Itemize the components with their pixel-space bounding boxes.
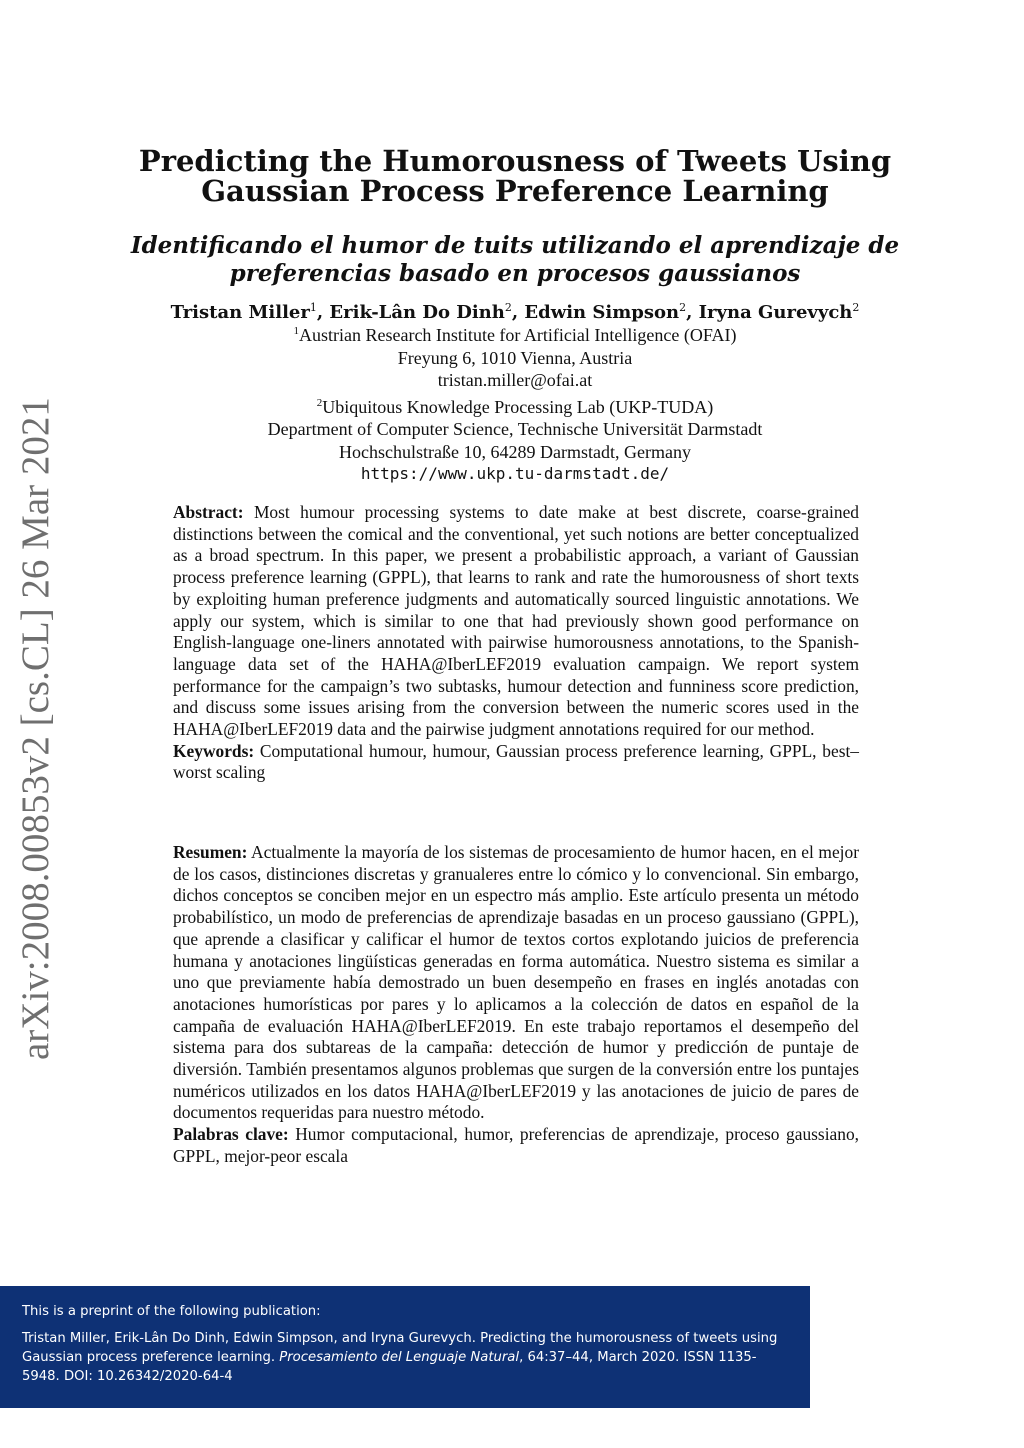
affiliation-1-address: Freyung 6, 1010 Vienna, Austria [397,347,633,368]
palabras-clave-text: Humor computacional, humor, preferencias de aprendizaje, proceso gaussiano, GPPL, mejor-peor escala [173,1124,859,1166]
affiliation-1: $^1$Austrian Research Institute for Artificial Intelligence (OFAI) [293,325,737,345]
author-4-sup: 2 [852,301,860,314]
author-3: Edwin Simpson [524,302,680,323]
affiliation-2: $^2$Ubiquitous Knowledge Processing Lab (UKP-TUDA) [316,396,714,417]
preprint-notice-lead: This is a preprint of the following publication: [22,1304,321,1319]
abstract-spanish [173,842,859,1168]
resumen-label: Resumen: [173,842,248,862]
keywords-label: Keywords: [173,740,255,761]
affiliation-2-url[interactable]: https://www.ukp.tu-darmstadt.de/ [360,464,670,483]
subtitle-line-1: Identificando el humor de tuits utilizando el aprendizaje de [130,232,900,259]
title-line-2: Gaussian Process Preference Learning [201,174,829,208]
author-4: Iryna Gurevych [698,302,853,323]
arxiv-side-stamp: arXiv:2008.00853v2 [cs.CL] 26 Mar 2021 [14,397,57,1060]
author-email[interactable]: tristan.miller@ofai.at [437,370,593,390]
citation-text: Tristan Miller, Erik-Lân Do Dinh, Edwin Simpson, and Iryna Gurevych. Predicting the humorousness of tweets using Gaussian process preference learning. [22,1331,778,1365]
author-2: Erik-Lân Do Dinh [329,302,505,323]
author-1: Tristan Miller [170,302,310,323]
citation-details: , 64:37–44, March 2020. ISSN 1135-5948. DOI: 10.26342/2020-64-4 [22,1350,757,1384]
subtitle-line-2: preferencias basado en procesos gaussianos [229,260,801,287]
affiliations [120,320,910,486]
author-1-sup: 1 [309,301,317,314]
author-2-sup: 2 [504,301,512,314]
abstract-english [173,502,859,784]
citation-journal: Procesamiento del Lenguaje Natural [279,1350,520,1365]
preprint-notice-box [0,1286,810,1408]
title-line-1: Predicting the Humorousness of Tweets Using [138,144,892,178]
palabras-clave-label: Palabras clave: [173,1124,289,1145]
abstract-label: Abstract: [173,502,244,522]
keywords-paragraph [173,741,859,784]
keywords-text: Computational humour, humour, Gaussian process preference learning, GPPL, best–worst scaling [173,740,859,783]
resumen-text: Actualmente la mayoría de los sistemas de procesamiento de humor hacen, en el mejor de los casos, distinciones discretas y granualeres entre lo cómico y lo convencional. Sin embargo, dichos conceptos se conciben mejor en un espectro más amplio. Este artículo presenta un método probabilístico, un modo de preferencias de aprendizaje basadas en un proceso gaussiano (GPPL), que aprende a clasificar y calificar el humor de textos cortos explotando juicios de preferencia humana y anotaciones lingüísticas generadas en forma automática. Nuestro sistema es similar a uno que previamente había demostrado un buen desempeño en frases en inglés anotadas con anotaciones humorísticas por pares y lo aplicamos a la colección de datos en español de la campaña de evaluación HAHA@IberLEF2019. En este trabajo reportamos el desempeño del sistema para dos subtareas de la campaña: detección de humor y predicción de puntaje de diversión. También presentamos algunos problemas que surgen de la conversión entre los puntajes numéricos utilizados en los datos HAHA@IberLEF2019 y las anotaciones de juicio de pares de documentos requeridas para nuestro método. [173,842,859,1123]
resumen-paragraph [173,842,859,1124]
affiliation-2-department: Department of Computer Science, Technische Universität Darmstadt [267,419,763,439]
preprint-citation [22,1329,786,1386]
author-3-sup: 2 [679,301,687,314]
palabras-clave-paragraph [173,1124,859,1167]
paper-title [130,146,900,206]
abstract-paragraph [173,502,859,741]
affiliation-2-address: Hochschulstraße 10, 64289 Darmstadt, Germany [339,441,691,462]
abstract-text: Most humour processing systems to date make at best discrete, coarse-grained distinctions between the comical and the conventional, yet such notions are better conceptualized as a broad spectrum. In this paper, we present a probabilistic approach, a variant of Gaussian process preference learning (GPPL), that learns to rank and rate the humorousness of short texts by exploiting human preference judgments and automatically sourced linguistic annotations. We apply our system, which is similar to one that had previously shown good performance on English-language one-liners annotated with pairwise humorousness annotations, to the Spanish-language data set of the HAHA@IberLEF2019 evaluation campaign. We report system performance for the campaign’s two subtasks, humour detection and funniness score prediction, and discuss some issues arising from the conversion between the numeric scores used in the HAHA@IberLEF2019 data and the pairwise judgment annotations required for our method. [173,502,859,740]
paper-subtitle-spanish [120,232,910,288]
author-list: Tristan Miller$^1$, Erik-Lân Do Dinh$^2$, Edwin Simpson$^2$, Iryna Gurevych$^2$ [170,301,860,323]
